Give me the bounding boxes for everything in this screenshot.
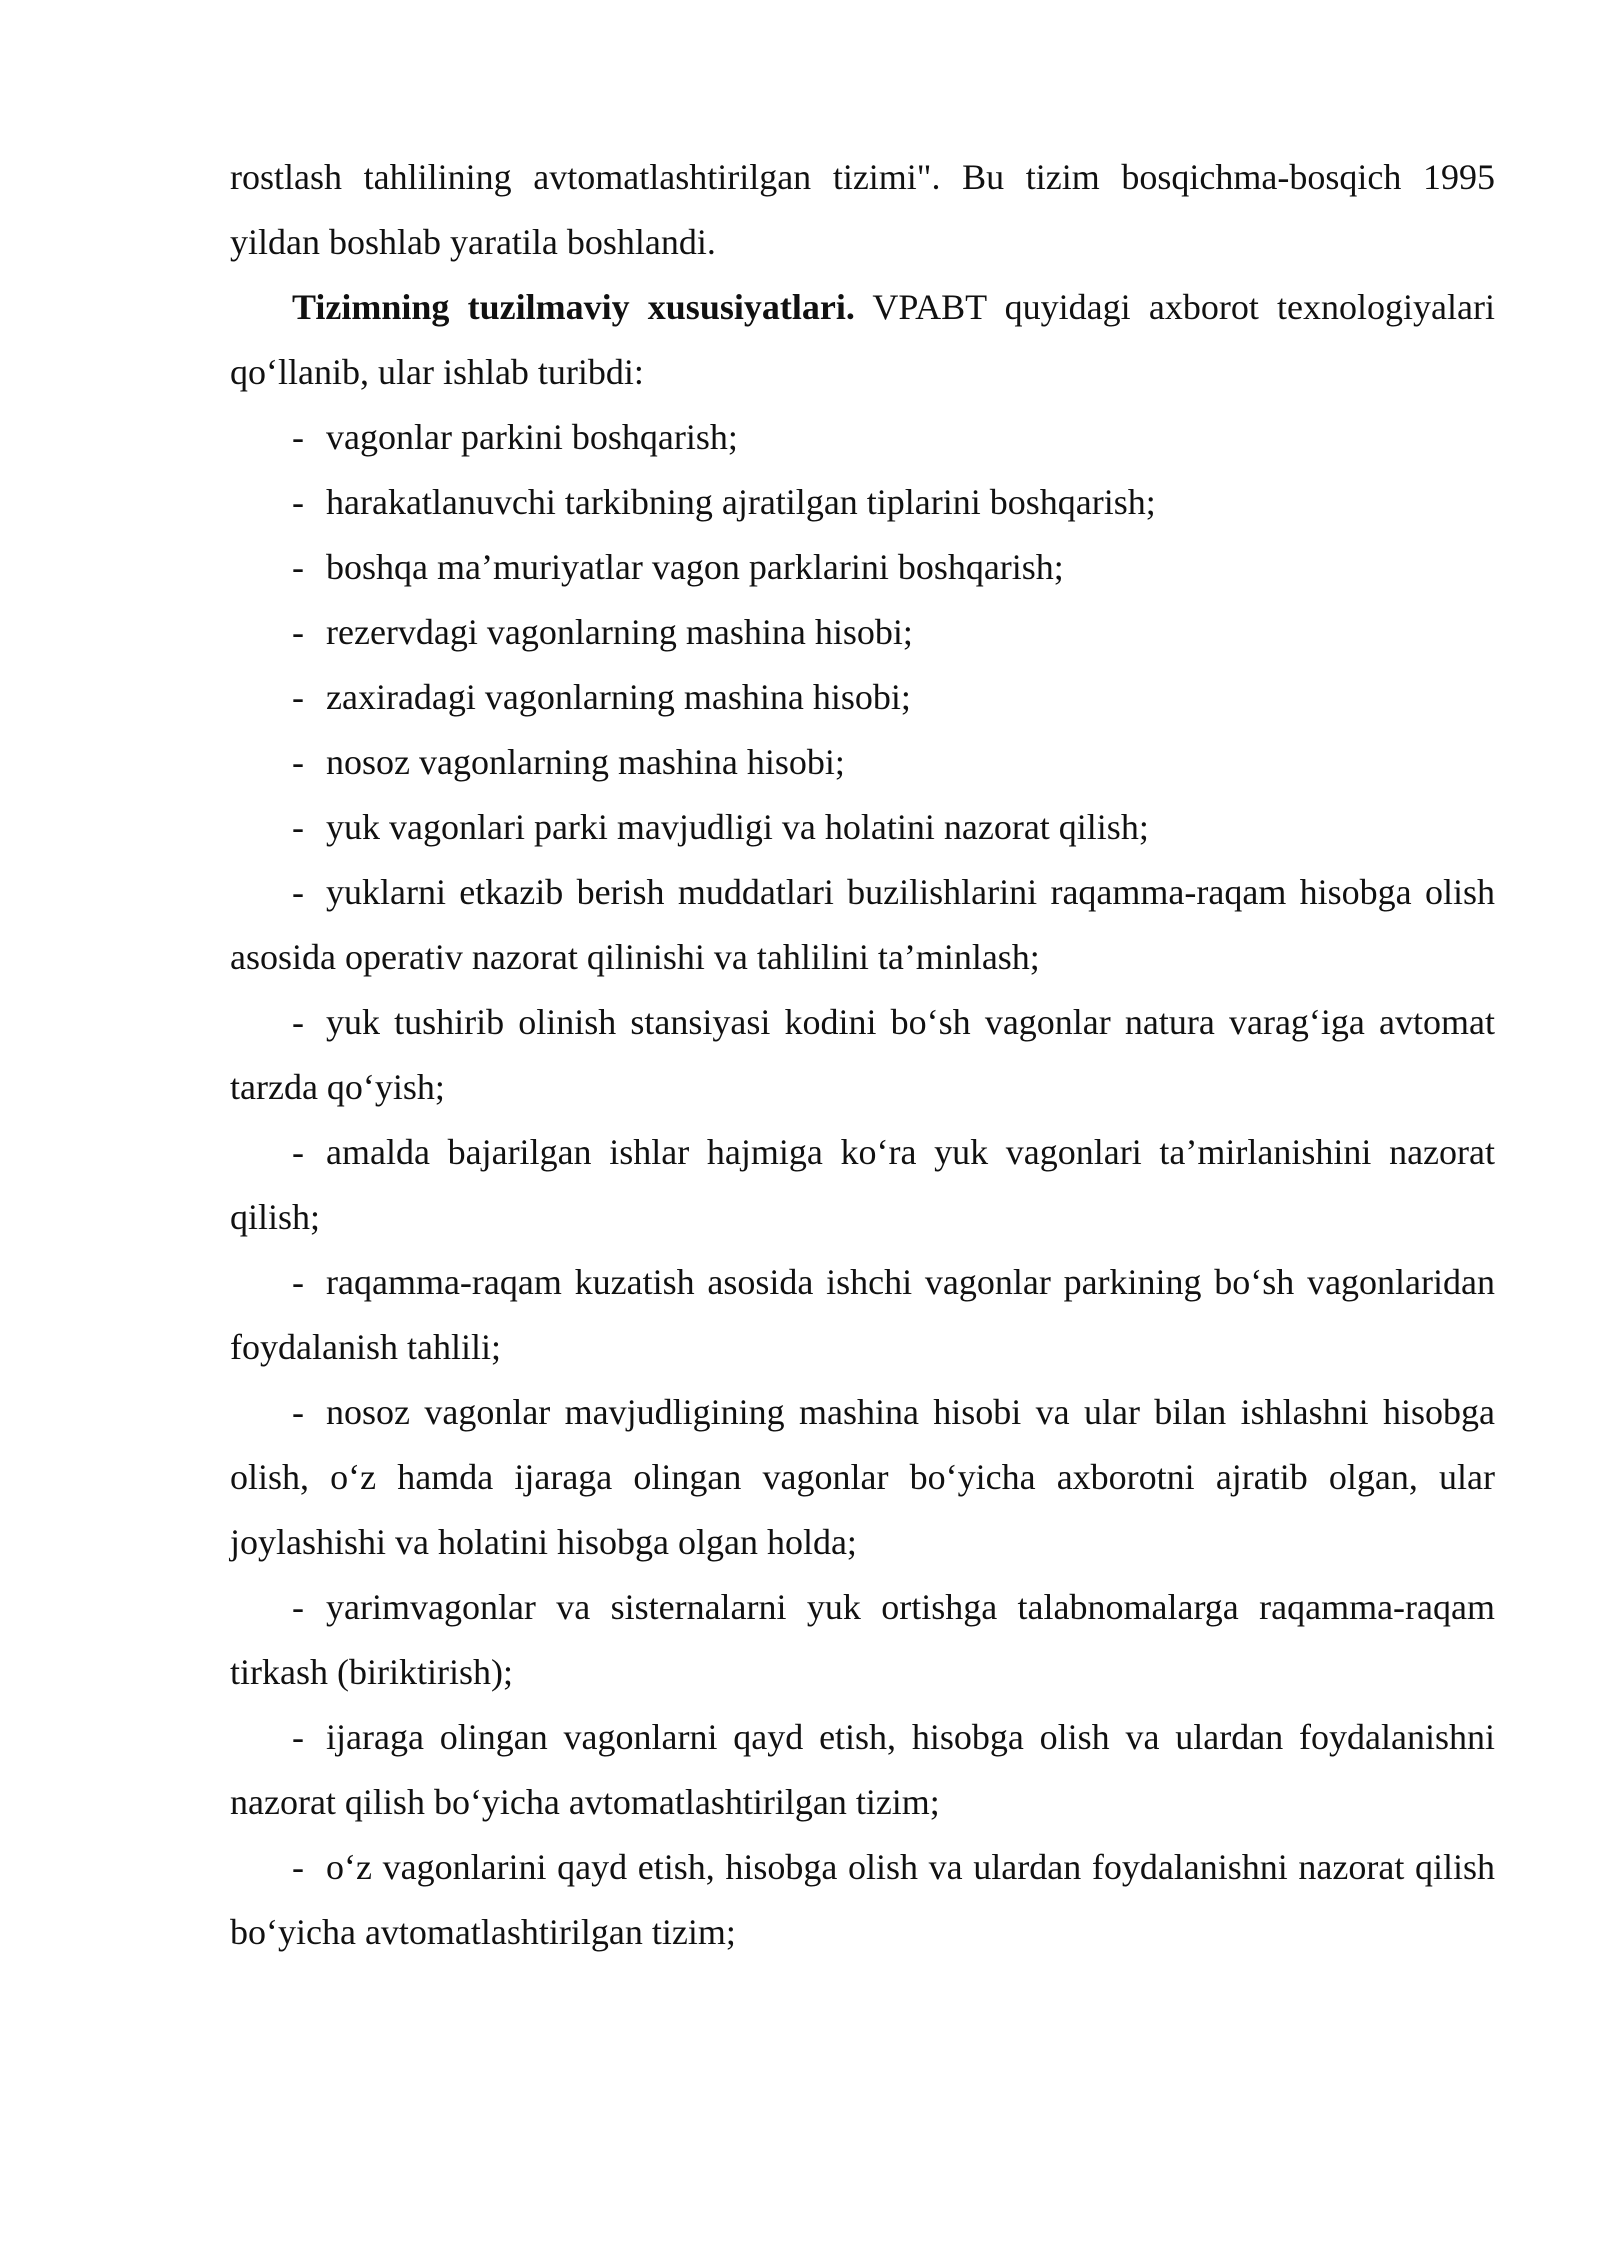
list-item (230, 600, 1495, 665)
list-dash: - (292, 547, 304, 587)
list-dash: - (292, 482, 304, 522)
list-dash: - (292, 1132, 304, 1172)
list-item (230, 1575, 1495, 1705)
list-item (230, 860, 1495, 990)
list-item (230, 730, 1495, 795)
document-page (230, 145, 1495, 1965)
section-text: VPABT quyidagi axborot texnologiyalari qo‘llanib, ular ishlab turibdi: (230, 287, 1495, 392)
list-item-text: vagonlar parkini boshqarish; (326, 417, 738, 457)
list-dash: - (292, 1002, 304, 1042)
list-item-text: boshqa ma’muriyatlar vagon parklarini boshqarish; (326, 547, 1064, 587)
list-item-text: yuklarni etkazib berish muddatlari buzilishlarini raqamma-raqam hisobga olish asosida operativ nazorat qilinishi va tahlilini ta’minlash; (230, 872, 1495, 977)
list-item-text: ijaraga olingan vagonlarni qayd etish, hisobga olish va ulardan foydalanishni nazorat qilish bo‘yicha avtomatlashtirilgan tizim; (230, 1717, 1495, 1822)
list-dash: - (292, 612, 304, 652)
intro-paragraph (230, 145, 1495, 275)
list-dash: - (292, 1847, 304, 1887)
list-item (230, 665, 1495, 730)
section-heading: Tizimning tuzilmaviy xususiyatlari. (292, 287, 855, 327)
list-item (230, 795, 1495, 860)
section-paragraph (230, 275, 1495, 405)
list-dash: - (292, 1392, 304, 1432)
list-item-text: nosoz vagonlar mavjudligining mashina hisobi va ular bilan ishlashni hisobga olish, o‘z hamda ijaraga olingan vagonlar bo‘yicha axborotni ajratib olgan, ular joylashishi va holatini hisobga olgan holda; (230, 1392, 1495, 1562)
list-item-text: yuk vagonlari parki mavjudligi va holatini nazorat qilish; (326, 807, 1149, 847)
list-item (230, 990, 1495, 1120)
list-dash: - (292, 872, 304, 912)
list-item-text: nosoz vagonlarning mashina hisobi; (326, 742, 845, 782)
list-item-text: rezervdagi vagonlarning mashina hisobi; (326, 612, 913, 652)
list-item-text: yarimvagonlar va sisternalarni yuk ortishga talabnomalarga raqamma-raqam tirkash (biriktirish); (230, 1587, 1495, 1692)
list-item (230, 470, 1495, 535)
list-item-text: o‘z vagonlarini qayd etish, hisobga olish va ulardan foydalanishni nazorat qilish bo‘yicha avtomatlashtirilgan tizim; (230, 1847, 1495, 1952)
list-item-text: harakatlanuvchi tarkibning ajratilgan tiplarini boshqarish; (326, 482, 1156, 522)
list-dash: - (292, 807, 304, 847)
list-dash: - (292, 677, 304, 717)
list-item-text: yuk tushirib olinish stansiyasi kodini bo‘sh vagonlar natura varag‘iga avtomat tarzda qo‘yish; (230, 1002, 1495, 1107)
list-dash: - (292, 417, 304, 457)
list-item-text: zaxiradagi vagonlarning mashina hisobi; (326, 677, 911, 717)
list-item (230, 1835, 1495, 1965)
list-dash: - (292, 1717, 304, 1757)
list-item (230, 535, 1495, 600)
list-dash: - (292, 1262, 304, 1302)
intro-text: rostlash tahlilining avtomatlashtirilgan tizimi". Bu tizim bosqichma-bosqich 1995 yildan boshlab yaratila boshlandi. (230, 157, 1495, 262)
list-item (230, 1380, 1495, 1575)
list-item (230, 1250, 1495, 1380)
list-item-text: raqamma-raqam kuzatish asosida ishchi vagonlar parkining bo‘sh vagonlaridan foydalanish tahlili; (230, 1262, 1495, 1367)
list-item (230, 1705, 1495, 1835)
list-dash: - (292, 1587, 304, 1627)
list-item-text: amalda bajarilgan ishlar hajmiga ko‘ra yuk vagonlari ta’mirlanishini nazorat qilish; (230, 1132, 1495, 1237)
list-item (230, 1120, 1495, 1250)
list-item (230, 405, 1495, 470)
list-dash: - (292, 742, 304, 782)
